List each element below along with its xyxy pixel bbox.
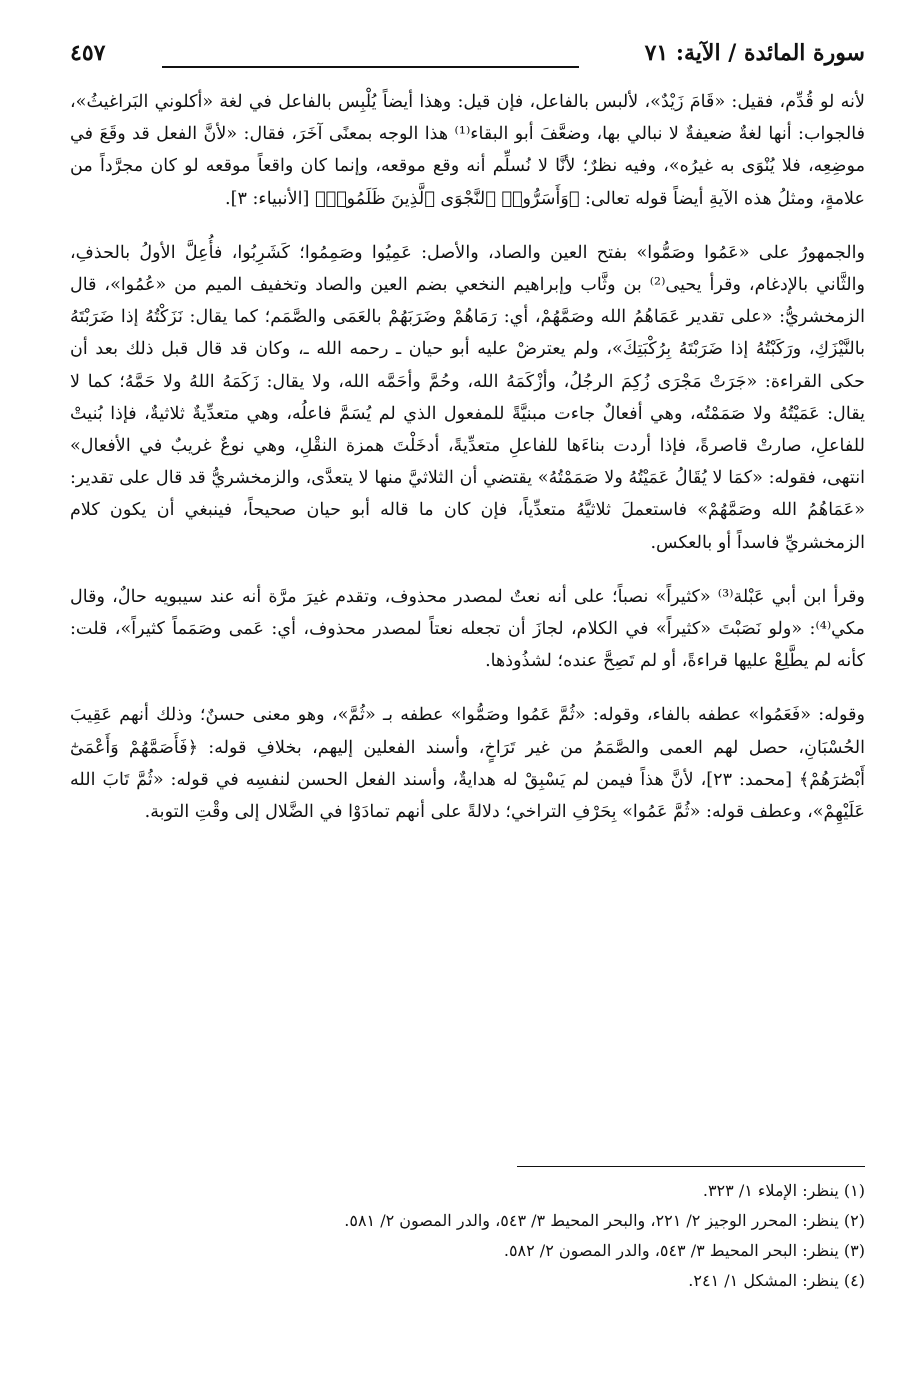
- paragraph-4: وقوله: «فَعَمُوا» عطفه بالفاء، وقوله: «ثُمَّ عَمُوا وصَمُّوا» عطفه بـ «ثُمَّ»، وهو معنى حسنٌ؛ وذلك أنهم عَقِيبَ الحُسْبَانِ، حصل لهم العمى والصَّمَمُ من غير تَرَاخٍ، وأسند الفعلين إليهم، بخلافِ قوله: ﴿فَأَصَمَّهُمْ وَأَعْمَىٰٓ أَبْصَٰرَهُمْ﴾ [محمد: ٢٣]، لأنَّ هذاً فيمن لم يَسْبِقْ له هدايةٌ، وأسند الفعل الحسن لنفسِه في قوله: «ثُمَّ تَابَ الله عَلَيْهِمْ»، وعطف قوله: «ثُمَّ عَمُوا» بِحَرْفِ التراخي؛ دلالةً على أنهم تمادَوْا في الضَّلال إلى وقْتِ التوبة.: [70, 705, 865, 823]
- footnote-1: (١) ينظر: الإملاء ١/ ٣٢٣.: [702, 1181, 865, 1200]
- page-number: ٤٥٧: [70, 40, 106, 66]
- footnote-2: (٢) ينظر: المحرر الوجيز ٢/ ٢٢١، والبحر المحيط ٣/ ٥٤٣، والدر المصون ٢/ ٥٨١.: [344, 1211, 865, 1230]
- paragraph-1: لأنه لو قُدِّم، فقيل: «قَامَ زَيْدٌ»، لألبس بالفاعل، فإن قيل: وهذا أيضاً يُلْبِس بالفاعل في لغة «أكلوني البَراغيثُ»، فالجواب: أنها لغةٌ ضعيفةٌ لا نبالي بها، وضعَّفَ أبو البقاء⁽¹⁾ هذا الوجه بمعنًى آخَرَ، فقال: «لأنَّ الفعل قد وقَعَ في موضِعِه، فلا يُنْوَى به غيرُه»، وفيه نظرٌ؛ لأنَّا لا نُسلِّم أنه وقع موقعه، وإنما كان واقعاً موقعه لو كان مجرَّداً من علامةٍ، ومثلُ هذه الآيةِ أيضاً قوله تعالى: ﴿وَأَسَرُّوا۟ ٱلنَّجْوَى ٱلَّذِينَ ظَلَمُوا۟﴾ [الأنبياء: ٣].: [70, 92, 865, 209]
- paragraph-3: وقرأ ابن أبي عَبْلة⁽³⁾ «كثيراً» نصباً؛ على أنه نعتٌ لمصدر محذوف، وتقدم غيرَ مرَّة أنه عند سيبويه حالٌ، وقال مكي⁽⁴⁾: «ولو نَصَبْتَ «كثيراً» في الكلام، لجازَ أن تجعله نعتاً لمصدر محذوف، أي: عَمى وصَمَماً كثيراً»، قلت: كأنه لم يطَّلِعْ عليها قراءةً، أو لم تَصِحَّ عنده؛ لشذُوذها.: [70, 586, 865, 672]
- footnote-3: (٣) ينظر: البحر المحيط ٣/ ٥٤٣، والدر المصون ٢/ ٥٨٢.: [503, 1241, 865, 1260]
- running-header: [70, 40, 865, 76]
- main-text: [70, 86, 865, 828]
- header-rule: [162, 66, 579, 68]
- footnote-4: (٤) ينظر: المشكل ١/ ٢٤١.: [688, 1271, 865, 1290]
- surah-verse-title: سورة المائدة / الآية: ٧١: [644, 40, 865, 66]
- footnote-separator: [517, 1166, 865, 1167]
- paragraph-2: والجمهورُ على «عَمُوا وصَمُّوا» بفتح العين والصاد، والأصل: عَمِيُوا وصَمِمُوا؛ كَشَرِبُوا، فأُعِلَّ الأولُ بالحذفِ، والثَّاني بالإدغام، وقرأ يحيى⁽²⁾ بن وثَّاب وإبراهيم النخعي بضم العين والصاد وتخفيف الميم من «عُمُوا»، قال الزمخشريُّ: «على تقدير عَمَاهُمُ الله وصَمَّهُمْ، أي: رَمَاهُمْ وضَرَبَهُمْ بالعَمَى والصَّمَم؛ كما يقال: نَزَكْتُهُ إذا ضَرَبْتَهُ بالنَّيْزَكِ، ورَكَبْتُهُ إذا ضَرَبْتَهُ بِرُكْبَتِكَ»، ولم يعترضْ عليه أبو حيان ـ رحمه الله ـ، وكان قد قال قبل ذلك بعد أن حكى القراءة: «جَرَتْ مَجْرَى زُكِمَ الرجُلُ، وأزْكَمَهُ الله، وحُمَّ وأحَمَّه الله، ولا يقال: زَكَمَهُ اللهُ ولا حَمَّهُ؛ كما لا يقال: عَمَيْتُهُ ولا صَمَمْتُه، وهي أفعالٌ جاءت مبنيَّةً للمفعول الذي لم يُسَمَّ فاعلُه، وهي متعدِّيةٌ ثلاثيةٌ، فإذا بُنيتْ للفاعلِ، صارتْ قاصرةً، فإذا أردت بناءَها للفاعلِ متعدِّيةً، أدخَلْتَ همزة النقْلِ، وهي نوعٌ غريبٌ في الأفعال» انتهى، فقوله: «كمَا لا يُقَالُ عَمَيْتُهُ ولا صَمَمْتُهُ» يقتضي أن الثلاثيَّ منها لا يتعدَّى، والزمخشريُّ قد قال على تقدير: «عَمَاهُمُ الله وصَمَّهُمْ» فاستعملَ ثلاثيَّهُ متعدِّياً، فإن كان ما قاله أبو حيان صحيحاً، فينبغي أن يكون كلام الزمخشريِّ فاسداً أو بالعكس.: [70, 242, 866, 553]
- footnotes: [70, 1176, 865, 1296]
